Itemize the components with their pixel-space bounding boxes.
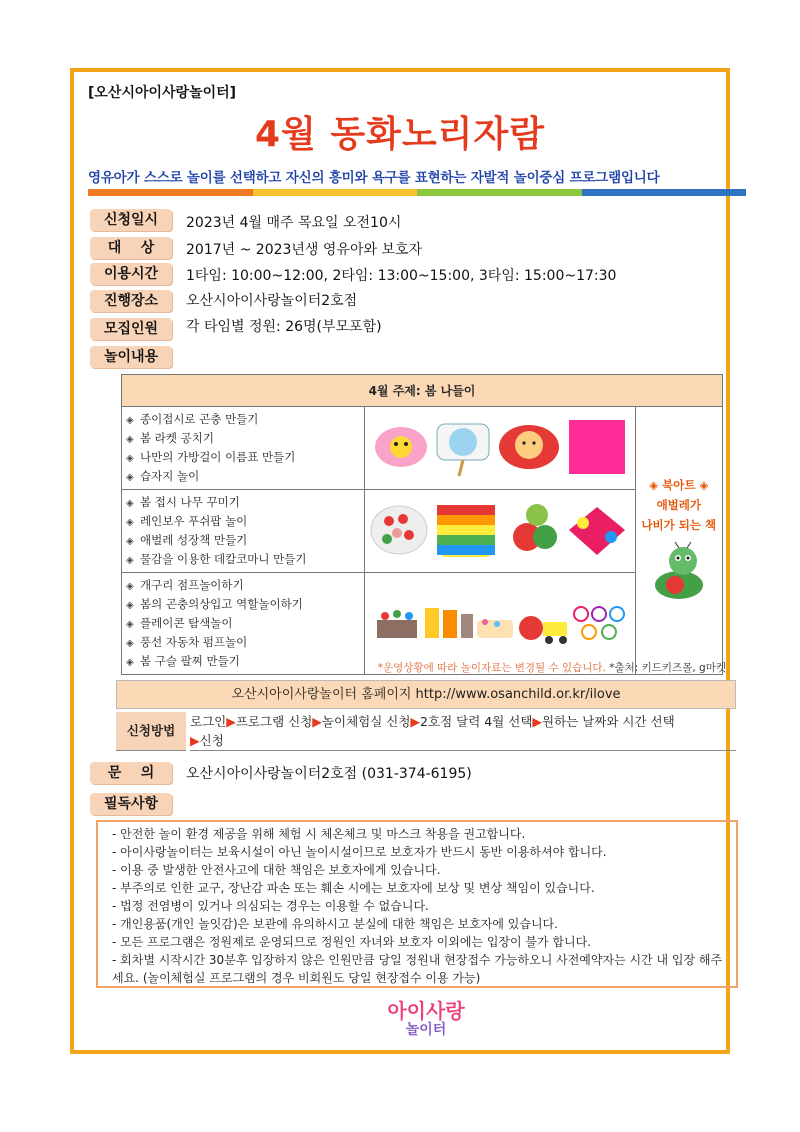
craft-photos-image: [369, 414, 631, 480]
value-location: 오산시아이사랑놀이터2호점: [186, 293, 358, 309]
list-item: ◈ 나만의 가방걸이 이름표 만들기: [126, 448, 360, 467]
label-contact: 문 의: [90, 762, 172, 784]
list-item: ◈ 풍선 자동차 펌프놀이: [126, 633, 360, 652]
aisarang-logo: [356, 1000, 496, 1044]
source-note: *출처: 키드키즈몰, g마켓: [609, 662, 726, 674]
diamond-bullet-icon: ◈: [126, 472, 134, 483]
arrow-right-icon: ▶: [410, 714, 421, 729]
value-apply-date: 2023년 4월 매주 목요일 오전10시: [186, 215, 402, 231]
diamond-bullet-icon: ◈: [126, 555, 134, 566]
notice-item: - 개인용품(개인 놀잇감)은 보관에 유의하시고 분실에 대한 책임은 보호자에 있습니다.: [112, 917, 558, 931]
craft-photos-image: [369, 497, 631, 563]
arrow-right-icon: ▶: [226, 714, 236, 729]
disclaimer-note: *운영상황에 따라 놀이자료는 변경될 수 있습니다. *출처: 키드키즈몰, g마켓: [377, 662, 726, 674]
diamond-bullet-icon: ◈: [126, 517, 134, 528]
color-bar-segment: [253, 189, 418, 196]
logo-subtext: 놀이터: [405, 1022, 447, 1038]
value-target: 2017년 ~ 2023년생 영유아와 보호자: [186, 242, 423, 258]
label-target: 대 상: [90, 237, 172, 259]
activity-group-1: [122, 407, 364, 489]
label-location: 진행장소: [90, 290, 172, 312]
arrow-right-icon: ▶: [532, 714, 543, 729]
step-playroom: 놀이체험실 신청: [321, 714, 411, 729]
diamond-bullet-icon: ◈: [126, 434, 134, 445]
notice-item: - 이용 중 발생한 안전사고에 대한 책임은 보호자에게 있습니다.: [112, 863, 441, 877]
apply-method-label: 신청방법: [116, 712, 186, 751]
value-contact: 오산시아이사랑놀이터2호점 (031-374-6195): [186, 766, 472, 782]
list-item: ◈ 물감을 이용한 데칼코마니 만들기: [126, 550, 360, 569]
list-item: ◈ 애벌레 성장책 만들기: [126, 531, 360, 550]
craft-photos-image: [369, 592, 631, 652]
notice-box: [96, 820, 738, 988]
diamond-bullet-icon: ◈: [126, 657, 134, 668]
notice-item: - 모든 프로그램은 정원제로 운영되므로 정원인 자녀와 보호자 이외에는 입장이 불가 합니다.: [112, 935, 592, 949]
value-use-time: 1타임: 10:00~12:00, 2타임: 13:00~15:00, 3타임: 15:00~17:30: [186, 268, 617, 284]
step-apply: 신청: [199, 733, 224, 748]
label-use-time: 이용시간: [90, 263, 172, 285]
logo-text: 아이사랑: [387, 999, 465, 1023]
step-datetime: 원하는 날짜와 시간 선택: [542, 714, 675, 729]
list-item: ◈ 습자지 놀이: [126, 467, 360, 486]
color-bar-segment: [417, 189, 582, 196]
diamond-bullet-icon: ◈: [126, 638, 134, 649]
notice-item: - 회차별 시작시간 30분후 입장하지 않은 인원만큼 당일 정원내 현장접수 가능하오니 사전예약자는 시간 내 입장 해주세요. (놀이체험실 프로그램의 경우 비회원도 당일 현장접수 이용 가능): [112, 953, 723, 985]
label-notice: 필독사항: [90, 793, 172, 815]
list-item: ◈ 레인보우 푸쉬팝 놀이: [126, 512, 360, 531]
diamond-bullet-icon: ◈: [126, 453, 134, 464]
activity-photos-2: [364, 490, 635, 573]
activity-group-3: [122, 573, 364, 674]
list-item: ◈ 봄의 곤충의상입고 역할놀이하기: [126, 595, 360, 614]
book-art-line: 나비가 되는 책: [641, 518, 717, 532]
program-table: [121, 374, 723, 675]
diamond-bullet-icon: ◈: [126, 600, 134, 611]
page-title: 4월 동화노리자람: [254, 114, 545, 155]
label-apply-date: 신청일시: [90, 209, 172, 231]
diamond-bullet-icon: ◈: [126, 619, 134, 630]
list-item: ◈ 종이접시로 곤충 만들기: [126, 410, 360, 429]
value-capacity: 각 타임별 정원: 26명(부모포함): [186, 319, 382, 335]
arrow-right-icon: ▶: [312, 714, 322, 729]
diamond-bullet-icon: ◈: [126, 581, 134, 592]
homepage-link[interactable]: 오산시아이사랑놀이터 홈페이지 http://www.osanchild.or.kr/ilove: [116, 680, 736, 709]
apply-steps: [190, 712, 736, 751]
org-tag: [오산시아이사랑놀이터]: [88, 85, 237, 101]
step-program: 프로그램 신청: [235, 714, 313, 729]
book-art-cell: [635, 407, 722, 675]
color-bar-segment: [88, 189, 253, 196]
diamond-bullet-icon: ◈: [126, 415, 134, 426]
notice-item: - 아이사랑놀이터는 보육시설이 아닌 놀이시설이므로 보호자가 반드시 동반 이용하셔야 합니다.: [112, 845, 607, 859]
diamond-bullet-icon: ◈: [126, 536, 134, 547]
diamond-bullet-icon: ◈: [126, 498, 134, 509]
activity-group-2: [122, 490, 364, 572]
label-capacity: 모집인원: [90, 318, 172, 340]
list-item: ◈ 봄 구슬 팔찌 만들기: [126, 652, 360, 671]
activity-photos-1: [364, 407, 635, 490]
step-login: 로그인: [190, 714, 227, 729]
program-theme: 4월 주제: 봄 나들이: [122, 375, 723, 407]
color-bar-segment: [582, 189, 747, 196]
list-item: ◈ 개구리 점프놀이하기: [126, 576, 360, 595]
notice-item: - 부주의로 인한 교구, 장난감 파손 또는 훼손 시에는 보호자에 보상 및 변상 책임이 있습니다.: [112, 881, 595, 895]
notice-item: - 안전한 놀이 환경 제공을 위해 체험 시 체온체크 및 마스크 착용을 권고합니다.: [112, 827, 526, 841]
caterpillar-book-image: [649, 541, 709, 603]
arrow-right-icon: ▶: [190, 733, 200, 748]
label-activities: 놀이내용: [90, 346, 172, 368]
color-bar: [88, 189, 746, 196]
subtitle: 영유아가 스스로 놀이를 선택하고 자신의 흥미와 욕구를 표현하는 자발적 놀이중심 프로그램입니다: [88, 170, 660, 186]
step-calendar: 2호점 달력 4월 선택: [420, 714, 533, 729]
list-item: ◈ 봄 접시 나무 꾸미기: [126, 493, 360, 512]
book-art-title: ◈ 북아트 ◈: [649, 478, 709, 492]
notice-item: - 법정 전염병이 있거나 의심되는 경우는 이용할 수 없습니다.: [112, 899, 429, 913]
list-item: ◈ 플레이콘 탐색놀이: [126, 614, 360, 633]
list-item: ◈ 봄 라켓 공치기: [126, 429, 360, 448]
book-art-line: 애벌레가: [656, 498, 702, 512]
